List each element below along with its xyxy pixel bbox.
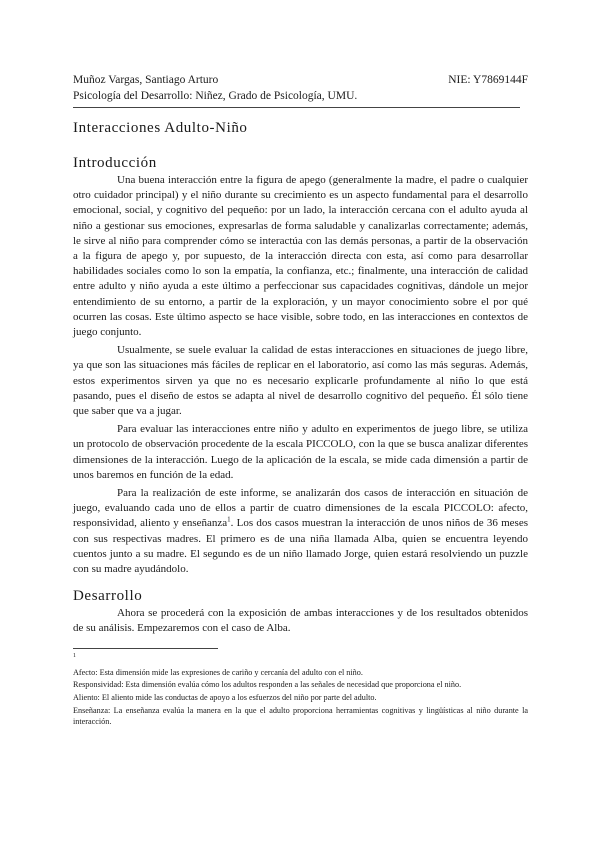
footnote-item-affect: Afecto: Esta dimensión mide las expresiones de cariño y cercanía del adulto con el niño. [73,667,363,677]
author-name: Muñoz Vargas, Santiago Arturo [73,74,219,86]
intro-paragraph-1: Una buena interacción entre la figura de apego (generalmente la madre, el padre o cualquier otro cuidador principal) y el niño durante su crecimiento es un aspecto fundamental para el desarrollo emocional, social, y cognitivo del pequeño: por un lado, la interacción cercana con el adulto ayuda al niño a gestionar sus emociones, expresarlas de forma saludable y canalizarlas correctamente; además, le sirve al niño para comprender cómo se interactúa con las demás personas, a partir de la observación a la figura de apego y, por supuesto, de la interacción directa con esta, así como para desarrollar habilidades sociales como lo son la empatía, la confianza, etc.; finalmente, una interacción de calidad entre adulto y niño ayuda a este último a perfeccionar sus capacidades cognitivas, dándole un mejor entendimiento de su entorno, a partir de la exploración, y un mayor conocimiento sobre el por qué ocurren las cosas. Este último aspecto se hace visible, sobre todo, en las interacciones en contextos de juego conjunto. [73,174,528,339]
intro-paragraph-3: Para evaluar las interacciones entre niño y adulto en experimentos de juego libre, se utiliza un protocolo de observación procedente de la escala PICCOLO, con la que se busca analizar diferentes dimensiones de la interacción. Luego de la aplicación de la escala, se mide cada dimensión a partir de unos baremos en función de la edad. [73,423,528,481]
footnote-marker: 1 [73,652,76,659]
footnote-item-encouragement: Aliento: El aliento mide las conductas de apoyo a los esfuerzos del niño por parte del adulto. [73,693,377,703]
intro-paragraph-4-start: Para la realización de este informe, se analizarán dos casos de interacción en situación de juego, evaluando cada uno de ellos a partir de cuatro dimensiones de la escala PICCOLO: afecto, responsividad, aliento y enseñanza [73,487,528,530]
footnote-item-responsiveness: Responsividad: Esta dimensión evalúa cómo los adultos responden a las señales de necesidad que proporciona el niño. [73,680,462,690]
footnote-block [73,668,528,728]
intro-paragraph-4-end: . Los dos casos muestran la interacción de unos niños de 36 meses con sus respectivas madres. El primero es de una niña llamada Alba, quien se encuentra leyendo cuentos junto a su madre. El segundo es de un niño llamado Jorge, quien estará resolviendo un puzzle con su madre ayudándolo. [73,517,528,576]
course-info: Psicología del Desarrollo: Niñez, Grado de Psicología, UMU. [73,90,358,102]
student-id: NIE: Y7869144F [448,74,528,86]
header-divider [73,107,520,108]
section-heading-introduction: Introducción [73,155,157,171]
page-header [73,72,528,88]
document-page [73,66,528,728]
development-paragraph-1: Ahora se procederá con la exposición de ambas interacciones y de los resultados obtenidos de su análisis. Empezaremos con el caso de Alba. [73,607,528,635]
intro-paragraph-4 [73,486,528,577]
section-heading-development: Desarrollo [73,588,143,605]
footnote-reference[interactable]: 1 [227,515,231,524]
intro-paragraph-2: Usualmente, se suele evaluar la calidad de estas interacciones en situaciones de juego libre, ya que son las situaciones más fáciles de replicar en el laboratorio, así como las más seguras. Además, estos experimentos sirven ya que no es necesario explicarle profundamente al niño lo que está pasando, pues el diseño de estos se adapta al nivel de desarrollo cognitivo del pequeño. Él sólo tiene que saber que va a jugar. [73,344,528,418]
footnote-divider [73,648,218,649]
document-title: Interacciones Adulto-Niño [73,120,248,136]
footnote-item-teaching: Enseñanza: La enseñanza evalúa la manera en la que el adulto proporciona herramientas cognitivas y lingüísticas al niño durante la interacción. [73,706,528,726]
